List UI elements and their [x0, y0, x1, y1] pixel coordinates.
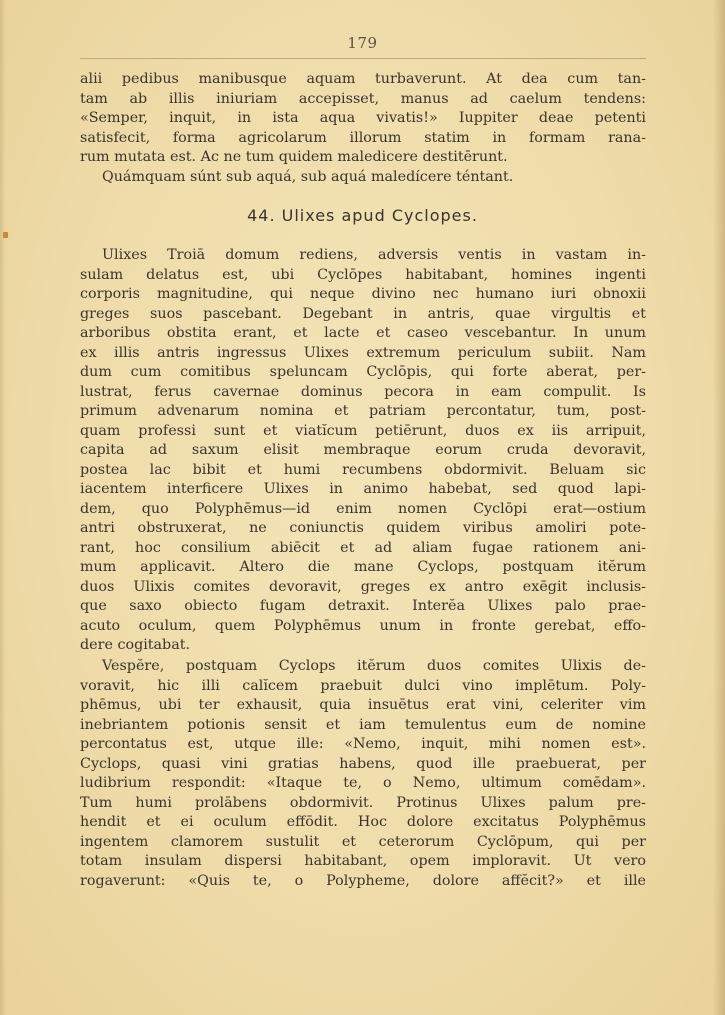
text-line: iacentem interficere Ulixes in animo habebat, sed quod lapi-	[80, 481, 646, 497]
page-left-shadow	[0, 0, 6, 1015]
section-heading: 44. Ulixes apud Cyclopes.	[247, 206, 478, 225]
text-line: dere cogitabat.	[80, 637, 191, 653]
text-line: rum mutata est. Ac ne tum quidem maledicere destitērunt.	[80, 149, 508, 165]
page-right-shadow	[713, 0, 725, 1015]
text-line: quam professi sunt et viatĭcum petiērunt, duos ex iis arripuit,	[80, 422, 646, 439]
text-line: sulam delatus est, ubi Cyclōpes habitabant, homines ingenti	[80, 266, 646, 283]
text-line: percontatus est, utque ille: «Nemo, inquit, mihi nomen est».	[80, 736, 646, 752]
text-line: acuto oculum, quem Polyphēmus unum in fronte gerebat, effo-	[80, 617, 646, 634]
text-line: antri obstruxerat, ne coniunctis quidem viribus amoliri pote-	[80, 520, 646, 536]
text-line: primum advenarum nomina et patriam percontatur, tum, post-	[80, 403, 646, 419]
text-line: phēmus, ubi ter exhausit, quia insuētus erat vini, celeriter vim	[80, 697, 646, 713]
text-line: mum applicavit. Altero die mane Cyclops, postquam itĕrum	[80, 559, 646, 575]
text-line: ingentem clamorem sustulit et ceterorum Cyclōpum, qui per	[80, 833, 646, 850]
text-line: dum cum comitibus speluncam Cyclōpis, qui forte aberat, per-	[80, 364, 646, 380]
text-line: postea lac bibit et humi recumbens obdormivit. Beluam sic	[80, 461, 646, 478]
text-line: inebriantem potionis sensit et iam temulentus eum de nomine	[80, 716, 646, 733]
text-line: greges suos pascebant. Degebant in antris, quae virgultis et	[80, 305, 646, 322]
page-number: 179	[347, 34, 378, 52]
text-line: totam insulam dispersi habitabant, opem imploravit. Ut vero	[80, 853, 646, 869]
text-line: tam ab illis iniuriam accepisset, manus ad caelum tendens:	[80, 90, 646, 107]
text-line: Tum humi prolābens obdormivit. Protinus Ulixes palum pre-	[80, 794, 646, 811]
text-line: arboribus obstita erant, et lacte et caseo vescebantur. In unum	[80, 325, 646, 341]
text-line: Vespĕre, postquam Cyclops itĕrum duos comites Ulixis de-	[102, 658, 646, 674]
paragraph-3	[80, 657, 646, 891]
text-line: voravit, hic illi calĭcem praebuit dulci vino implētum. Poly-	[80, 677, 646, 694]
text-line: corporis magnitudine, qui neque divino nec humano iuri obnoxii	[80, 286, 646, 302]
text-line: capita ad saxum elisit membraque eorum cruda devoravit,	[80, 442, 646, 458]
text-line: ludibrium respondit: «Itaque te, o Nemo, ultimum comēdam».	[80, 775, 646, 791]
verse-line: Quámquam súnt sub aquá, sub aquá maledícere téntant.	[102, 168, 514, 185]
text-line: rogaverunt: «Quis te, o Polypheme, dolore affĕcit?» et ille	[80, 872, 646, 889]
margin-mark	[3, 232, 8, 238]
text-line: alii pedibus manibusque aquam turbaverunt. At dea cum tan-	[80, 71, 646, 87]
text-line: dem, quo Polyphēmus—id enim nomen Cyclōpi erat—ostium	[80, 500, 646, 517]
text-line: lustrat, ferus cavernae dominus pecora in eam compulit. Is	[80, 383, 646, 400]
text-line: que saxo obiecto fugam detraxit. Interĕa Ulixes palo prae-	[80, 598, 646, 614]
text-line: satisfecit, forma agricolarum illorum statim in formam rana-	[80, 129, 646, 146]
text-line: duos Ulixis comites devoravit, greges ex antro exēgit inclusis-	[80, 578, 646, 595]
paragraph-1	[80, 70, 646, 187]
paragraph-2	[80, 246, 646, 656]
text-line: Ulixes Troiā domum rediens, adversis ventis in vastam in-	[102, 247, 646, 263]
text-line: «Semper, inquit, in ista aqua vivatis!» Iuppiter deae petenti	[80, 110, 646, 126]
text-line: hendit et ei oculum effōdit. Hoc dolore excitatus Polyphēmus	[80, 814, 646, 830]
text-line: rant, hoc consilium abiēcit et ad aliam fugae rationem ani-	[80, 539, 646, 556]
header-rule	[80, 58, 646, 59]
text-line: Cyclops, quasi vini gratias habens, quod ille praebuerat, per	[80, 755, 646, 772]
text-line: ex illis antris ingressus Ulixes extremum periculum subiit. Nam	[80, 344, 646, 361]
